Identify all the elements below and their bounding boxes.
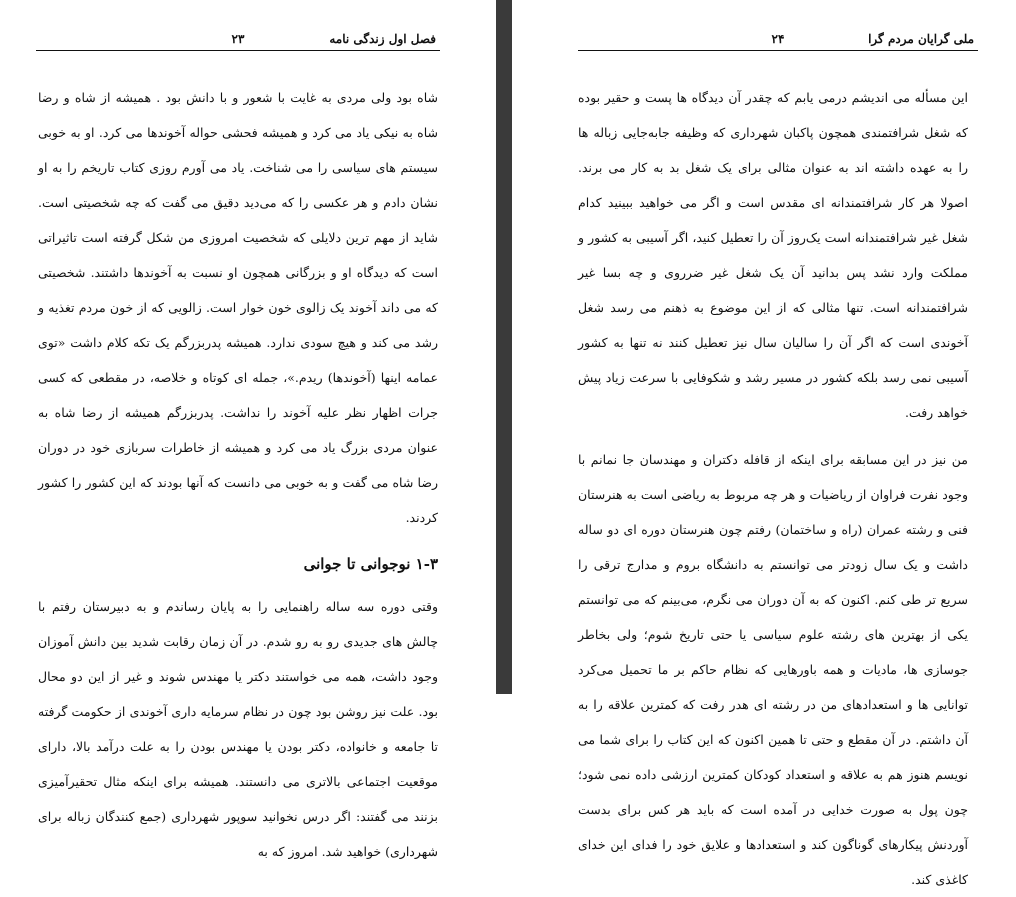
left-header-title: فصل اول زندگی نامه bbox=[329, 32, 436, 46]
section-heading: ۱-۳ نوجوانی تا جوانی bbox=[303, 555, 438, 573]
right-page bbox=[512, 0, 1016, 887]
right-header-title: ملی گرایان مردم گرا bbox=[868, 32, 974, 46]
left-page-body bbox=[38, 80, 438, 869]
book-gutter bbox=[496, 0, 512, 694]
paragraph: وقتی دوره سه ساله راهنمایی را به پایان رساندم و به دبیرستان رفتم با چالش های جدیدی رو به رو شدم. در آن زمان رقابت شدید بین دانش آموزان وجود داشت، همه می خواستند دکتر یا مهندس شوند و غیر از این دو محال بود. علت نیز روشن بود چون در نظام سرمایه داری آخوندی از حکومت گرفته تا جامعه و خانواده، دکتر بودن یا مهندس بودن را به علت در‌آمد بالا، دارای موقعیت اجتماعی بالاتری می دانستند. همیشه برای اینکه مثال تحقیرآمیزی بزنند می گفتند: اگر درس نخوانید سوپور شهرداری (جمع کنندگان زباله برای شهرداری) خواهید شد. امروز که به bbox=[38, 599, 438, 859]
left-page bbox=[0, 0, 496, 859]
right-page-header bbox=[578, 28, 978, 51]
right-page-body bbox=[578, 80, 968, 897]
paragraph: این مسأله می اندیشم درمی یابم که چقدر آن دیدگاه ها پست و حقیر بوده که شغل شرافتمندی همچون پاکبان شهرداری که وظیفه جابه‌جایی زباله ها را به عهده داشته اند به عنوان مثالی برای یک شغل بد به کار می برند. اصولا هر کار شرافتمندانه ای مقدس است و اگر می خواهید ببینید کدام شغل غیر شرافتمندانه است یک‌روز آن را تعطیل کنید، اگر آسیبی به کشور و مملکت وارد نشد پس بدانید آن یک شغل غیر ضرروی و چه بسا غیر شرافتمندانه است. تنها مثالی که از این موضوع به ذهنم می رسد شغل آخوندی است که اگر آن را سالیان سال نیز تعطیل کنند نه تنها به کشور آسیبی نمی رسد بلکه کشور در مسیر رشد و شکوفایی با سرعت زیاد پیش خواهد رفت. bbox=[578, 90, 968, 420]
paragraph: من نیز در این مسابقه برای اینکه از قافله دکتران و مهندسان جا نمانم با وجود نفرت فراوان از ریاضیات و هر چه مربوط به ریاضی است به هنرستان فنی و رشته عمران (راه و ساختمان) رفتم چون هنرستان دوره ای دو ساله داشت و یک سال زودتر می توانستم به دانشگاه بروم و مدارج ترقی را سریع تر طی کنم. اکنون که به آن دوران می نگرم، می‌بینم که می توانستم یکی از بهترین های رشته علوم سیاسی یا حتی تاریخ شوم؛ ولی بخاطر جوسازی ها، مادیات و همه باورهایی که نظام حاکم بر ما تحمیل می‌کرد توانایی ها و استعدادهای من در رشته ای هدر رفت که کمترین علاقه را به آن داشتم. در آن مقطع و حتی تا همین اکنون که این کتاب را برای شما می نویسم هنوز هم به علاقه و استعداد کودکان کمترین ارزشی داده نمی شود؛ چون پول به صورت خدایی در آمده است که باید هر کس برای بدست آوردنش پیکارهای گوناگون کند و استعدادها و علایق خود را فدای این خدای کاغذی کند. bbox=[578, 452, 968, 887]
left-page-number: ۲۳ bbox=[231, 32, 245, 46]
paragraph: شاه بود ولی مردی به غایت با شعور و با دانش بود . همیشه از شاه و رضا شاه به نیکی یاد می کرد و همیشه فحشی حواله آخوندها می کرد. او به خوبی سیستم های سیاسی را می شناخت. یاد می آورم روزی کتاب تاریخم را به او نشان دادم و هر عکسی را که می‌دید دقیق می گفت که چه شخصیتی است. شاید از مهم ترین دلایلی که شخصیت امروزی من شکل گرفته است تاثیراتی است که دیدگاه او و بزرگانی همچون او نسبت به آخوندها داشتند. شخصیتی که می داند آخوند یک زالوی خون خوار است. زالویی که از خون مردم تغذیه و رشد می کند و هیچ سودی ندارد. همیشه پدربزرگم یک تکه کلام داشت «توی عمامه اینها (آخوندها) ریدم.»، جمله ای کوتاه و خلاصه، در مقطعی که کسی جرات اظهار نظر علیه آخوند را نداشت. پدربزرگم همیشه از رضا شاه به عنوان مردی بزرگ یاد می کرد و همیشه از خاطرات سربازی خود در دوران رضا شاه می گفت و به خوبی می دانست که آنها بودند که این کشور را کشور کردند. bbox=[38, 90, 438, 525]
left-page-header bbox=[36, 28, 440, 51]
right-page-number: ۲۴ bbox=[771, 32, 785, 46]
